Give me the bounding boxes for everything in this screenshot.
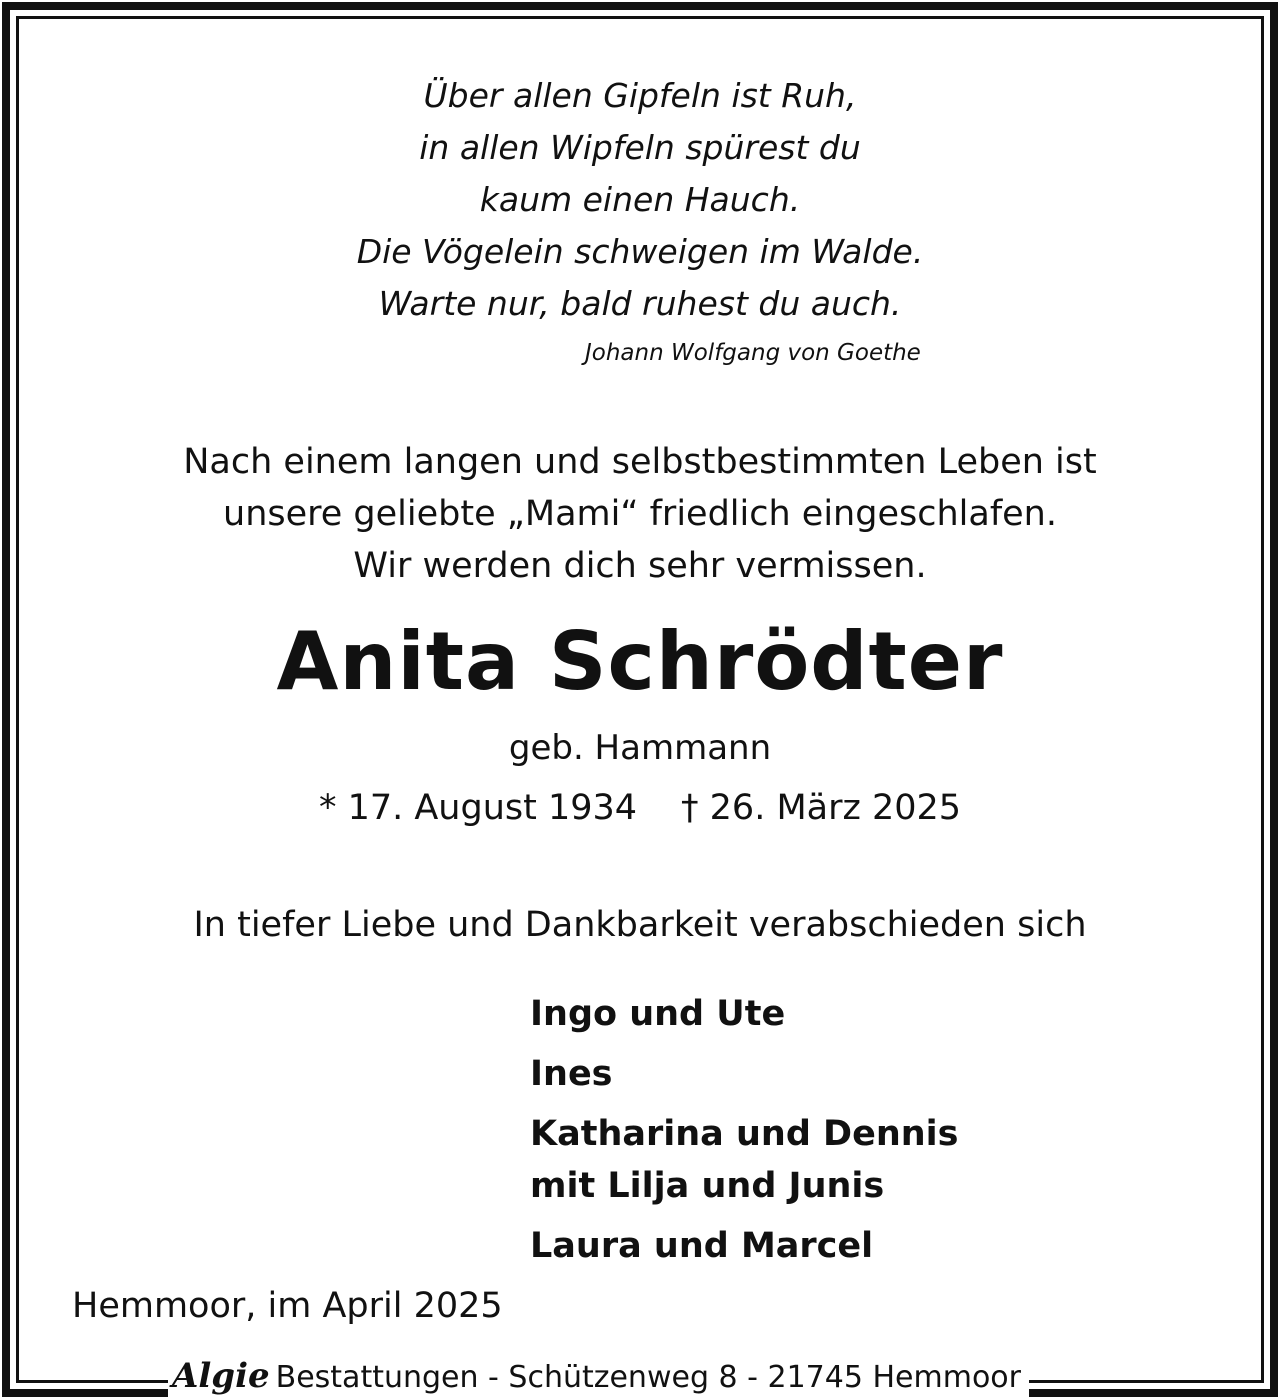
poem: [0, 70, 1280, 330]
undertaker-logo: Algie: [172, 1356, 270, 1396]
poem-line: in allen Wipfeln spürest du: [419, 128, 861, 167]
intro-text: [0, 436, 1280, 592]
intro-line: Nach einem langen und selbstbestimmten Leben ist: [183, 442, 1097, 482]
deceased-name: Anita Schrödter: [276, 615, 1004, 708]
life-dates: [0, 788, 1280, 828]
mourner-entry: Katharina und Dennis: [530, 1114, 959, 1154]
place-date: Hemmoor, im April 2025: [72, 1286, 503, 1326]
poem-line: Über allen Gipfeln ist Ruh,: [423, 76, 857, 115]
birth-name: geb. Hammann: [508, 728, 772, 768]
poem-line: Die Vögelein schweigen im Walde.: [356, 232, 924, 271]
poem-line: kaum einen Hauch.: [479, 180, 801, 219]
intro-line: Wir werden dich sehr vermissen.: [353, 546, 927, 586]
farewell-text: In tiefer Liebe und Dankbarkeit verabschieden sich: [193, 905, 1087, 945]
undertaker-address: Bestattungen - Schützenweg 8 - 21745 Hemmoor: [275, 1360, 1021, 1395]
mourner-entry: Ingo und Ute: [530, 994, 786, 1034]
birth-date: * 17. August 1934: [318, 788, 638, 828]
footer: [0, 1352, 1280, 1396]
intro-line: unsere geliebte „Mami“ friedlich eingeschlafen.: [223, 494, 1057, 534]
mourner-entry: mit Lilja und Junis: [530, 1166, 885, 1206]
poem-author: Johann Wolfgang von Goethe: [585, 340, 921, 366]
mourners-list: [530, 988, 959, 1272]
mourner-entry: Laura und Marcel: [530, 1226, 874, 1266]
poem-line: Warte nur, bald ruhest du auch.: [378, 284, 902, 323]
undertaker-info: [168, 1356, 1029, 1398]
death-date: † 26. März 2025: [681, 788, 962, 828]
mourner-entry: Ines: [530, 1054, 613, 1094]
